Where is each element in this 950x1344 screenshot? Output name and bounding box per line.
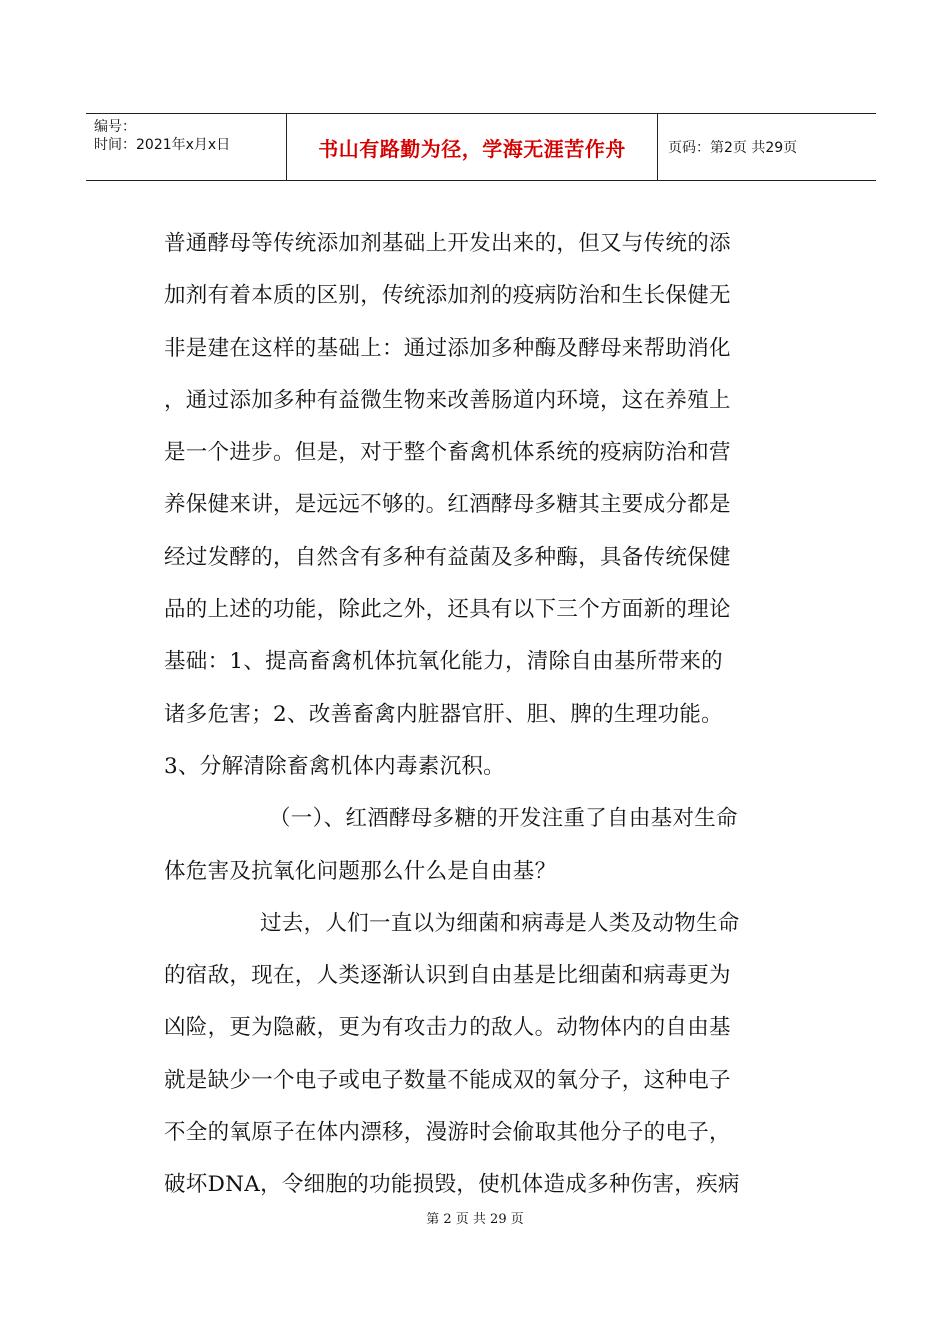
body-line: ，通过添加多种有益微生物来改善肠道内环境，这在养殖上 [164,387,731,413]
body-line: 品的上述的功能，除此之外，还具有以下三个方面新的理论 [164,597,731,623]
body-line: 破坏DNA，令细胞的功能损毁，使机体造成多种伤害，疾病 [164,1172,740,1198]
body-line: 基础：1、提高畜禽机体抗氧化能力，清除自由基所带来的 [164,649,723,675]
section-heading-line: （一）、红酒酵母多糖的开发注重了自由基对生命 [269,806,738,832]
body-line: 普通酵母等传统添加剂基础上开发出来的，但又与传统的添 [164,231,731,256]
body-line: 凶险，更为隐蔽，更为有攻击力的敌人。动物体内的自由基 [164,1015,731,1041]
page-footer [0,1208,950,1227]
body-line: 经过发酵的，自然含有多种有益菌及多种酶，具备传统保健 [164,544,731,570]
body-line: 3、分解清除畜禽机体内毒素沉积。 [164,753,505,779]
body-line: 非是建在这样的基础上：通过添加多种酶及酵母来帮助消化 [164,335,731,361]
header-motto: 书山有路勤为径，学海无涯苦作舟 [318,136,626,161]
body-line: 养保健来讲，是远远不够的。红酒酵母多糖其主要成分都是 [164,492,731,518]
body-line: 加剂有着本质的区别，传统添加剂的疫病防治和生长保健无 [164,283,731,309]
header-middle-cell [286,114,658,180]
body-line: 不全的氧原子在体内漂移，漫游时会偷取其他分子的电子， [164,1120,731,1146]
body-line: 是一个进步。但是，对于整个畜禽机体系统的疫病防治和营 [164,440,731,466]
serial-number-label: 编号： [94,119,136,135]
date-label: 时间：2021年x月x日 [94,137,231,153]
paragraph-first-line: 过去，人们一直以为细菌和病毒是人类及动物生命 [260,910,740,936]
document-body [164,218,788,1212]
header-left-cell [86,114,286,180]
body-line: 就是缺少一个电子或电子数量不能成双的氧分子，这种电子 [164,1067,731,1093]
footer-page-number: 第 2 页 共 29 页 [426,1212,524,1227]
header-right-cell [658,114,876,180]
body-line: 诸多危害；2、改善畜禽内脏器官肝、胆、脾的生理功能。 [164,701,723,727]
document-header [86,113,876,181]
section-heading-line: 体危害及抗氧化问题那么什么是自由基？ [164,858,557,884]
header-page-info: 页码：第2页 共29页 [668,140,798,156]
body-line: 的宿敌，现在，人类逐渐认识到自由基是比细菌和病毒更为 [164,963,731,989]
